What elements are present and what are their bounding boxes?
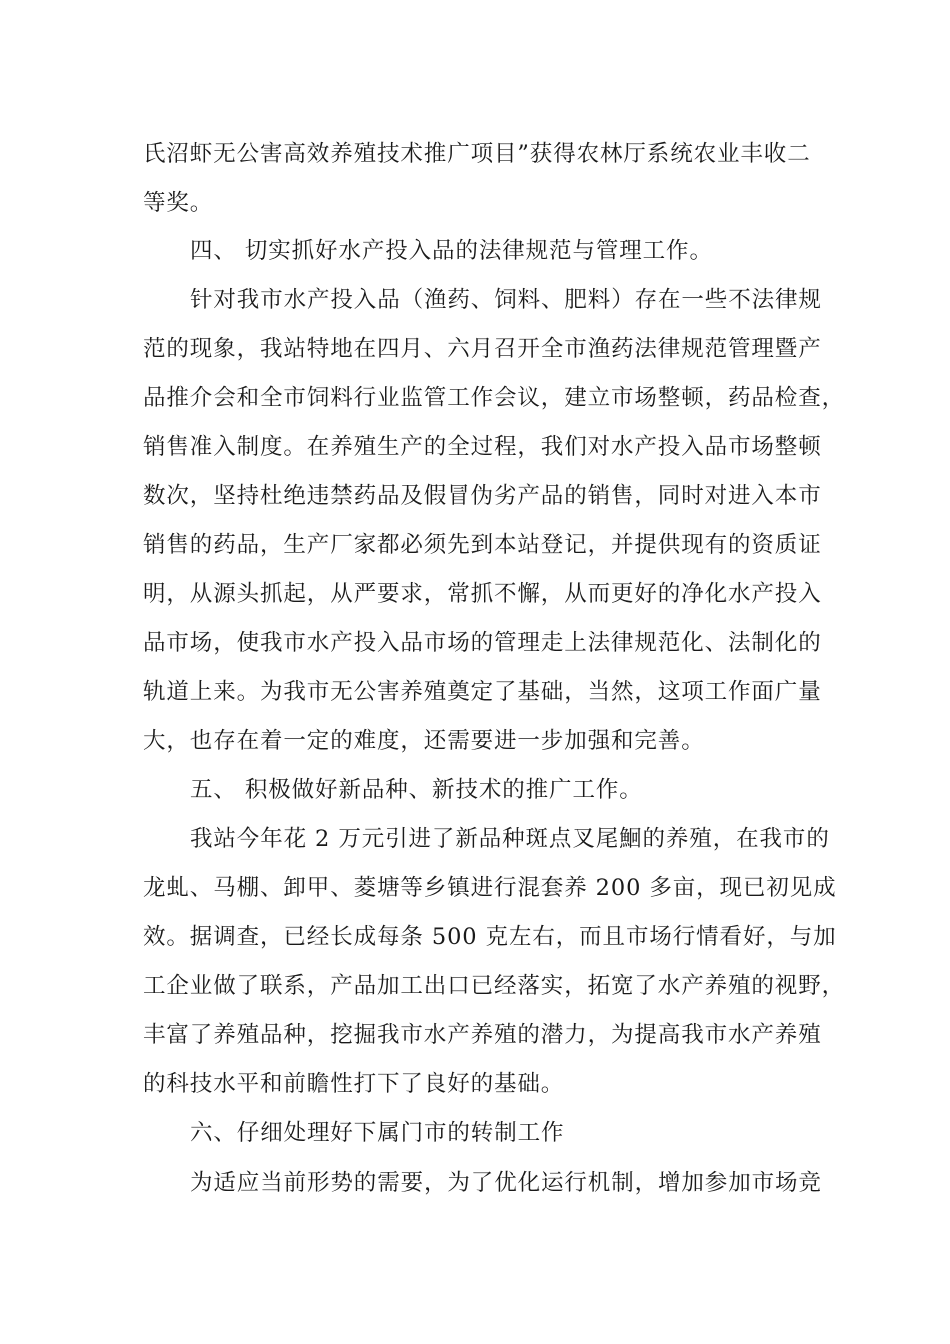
text-line: 等奖。	[143, 190, 214, 216]
text-line: 范的现象，我站特地在四月、六月召开全市渔药法律规范管理暨产	[143, 336, 822, 362]
text-line: 龙虬、马棚、卸甲、菱塘等乡镇进行混套养 200 多亩，现已初见成	[143, 875, 837, 901]
text-line: 工企业做了联系，产品加工出口已经落实，拓宽了水产养殖的视野，	[143, 973, 846, 999]
text-line: 数次，坚持杜绝违禁药品及假冒伪劣产品的销售，同时对进入本市	[143, 483, 822, 509]
text-line: 销售的药品，生产厂家都必须先到本站登记，并提供现有的资质证	[143, 532, 822, 558]
text-line: 销售准入制度。在养殖生产的全过程，我们对水产投入品市场整顿	[143, 434, 822, 460]
text-line: 丰富了养殖品种，挖掘我市水产养殖的潜力，为提高我市水产养殖	[143, 1022, 822, 1048]
text-line: 的科技水平和前瞻性打下了良好的基础。	[143, 1071, 565, 1097]
text-line: 品市场，使我市水产投入品市场的管理走上法律规范化、法制化的	[143, 630, 822, 656]
section-heading-4: 四、 切实抓好水产投入品的法律规范与管理工作。	[190, 238, 713, 264]
text-line: 氏沼虾无公害高效养殖技术推广项目”获得农林厅系统农业丰收二	[143, 141, 811, 167]
text-line: 大，也存在着一定的难度，还需要进一步加强和完善。	[143, 728, 705, 754]
text-line: 轨道上来。为我市无公害养殖奠定了基础，当然，这项工作面广量	[143, 679, 822, 705]
section-heading-6: 六、仔细处理好下属门市的转制工作	[190, 1120, 565, 1146]
text-line: 品推介会和全市饲料行业监管工作会议，建立市场整顿，药品检查，	[143, 385, 846, 411]
text-line: 效。据调查，已经长成每条 500 克左右，而且市场行情看好，与加	[143, 924, 837, 950]
text-line: 明，从源头抓起，从严要求，常抓不懈，从而更好的净化水产投入	[143, 581, 822, 607]
paragraph-first-line: 我站今年花 2 万元引进了新品种斑点叉尾鮰的养殖，在我市的	[190, 826, 830, 852]
paragraph-first-line: 为适应当前形势的需要，为了优化运行机制，增加参加市场竞	[190, 1170, 822, 1196]
section-heading-5: 五、 积极做好新品种、新技术的推广工作。	[190, 777, 643, 803]
paragraph-first-line: 针对我市水产投入品（渔药、饲料、肥料）存在一些不法律规	[190, 287, 822, 313]
